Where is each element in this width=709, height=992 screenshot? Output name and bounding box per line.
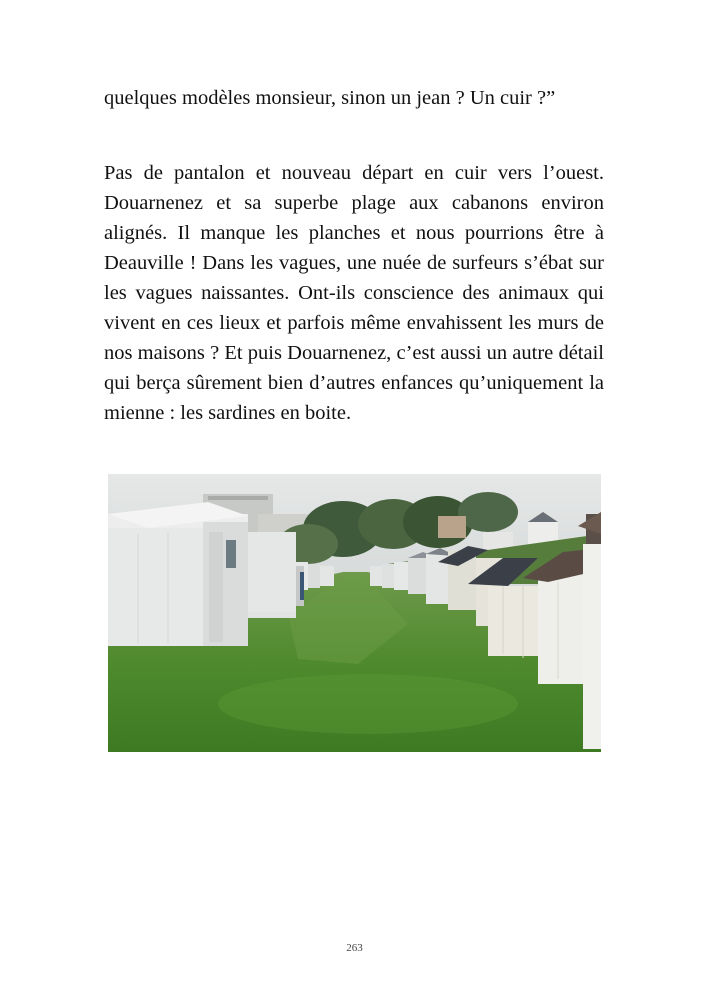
paragraph-1-text: quelques modèles monsieur, sinon un jean ? Un cuir ?” — [104, 87, 556, 109]
paragraph-douarnenez — [104, 158, 604, 428]
paragraph-continuation — [104, 83, 604, 113]
beach-huts-illustration — [108, 474, 601, 752]
paragraph-2-text: Pas de pantalon et nouveau départ en cuir vers l’ouest. Douarnenez et sa superbe plage aux cabanons environ alignés. Il manque les planches et nous pourrions être à Deauville ! Dans les vagues, une nuée de surfeurs s’ébat sur les vagues naissantes. Ont-ils conscience des animaux qui vivent en ces lieux et parfois même envahissent les murs de nos maisons ? Et puis Douarnenez, c’est aussi un autre détail qui berça sûrement bien d’autres enfances qu’uniquement la mienne : les sardines en boite. — [104, 162, 604, 424]
beach-huts-photo — [108, 474, 601, 752]
page-number: 263 — [346, 942, 363, 954]
